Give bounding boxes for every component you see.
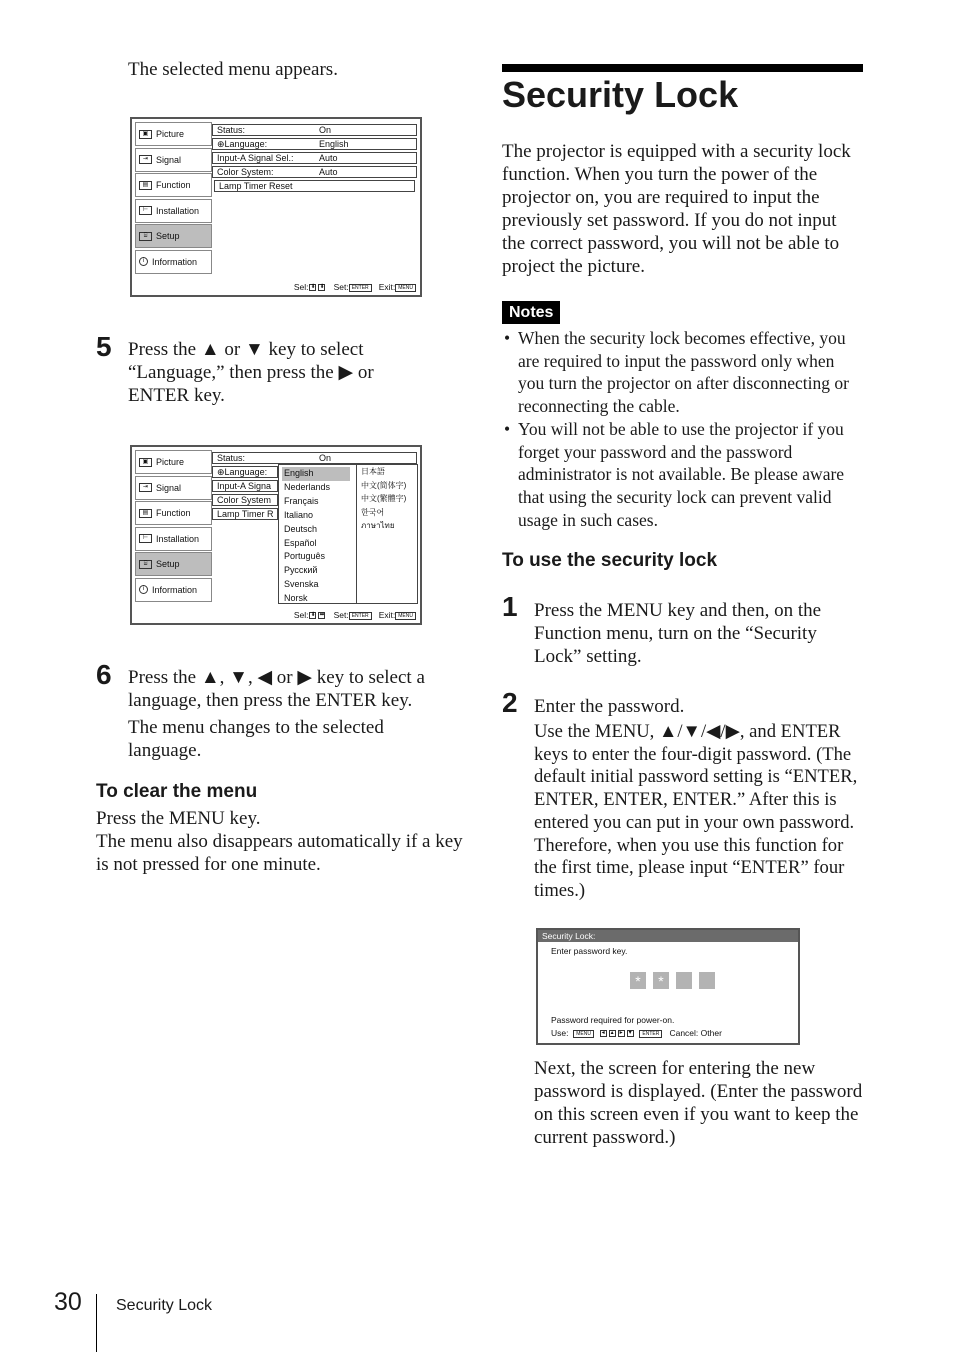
password-digit-box: * [630,972,646,989]
row-input-signal: Input-A Signal Sel.: Auto [212,152,417,164]
menu-key-icon: MENU [395,284,416,292]
menu-item-function: ▤ Function [135,173,212,197]
use-security-heading: To use the security lock [502,550,718,571]
information-icon: i [139,585,148,594]
footer-divider [96,1294,97,1352]
step-2-text: Enter the password. [534,696,685,717]
row-status: Status: On [212,124,417,136]
menu-sidebar [135,122,212,275]
picture-icon: ▣ [139,458,152,467]
menu-item-setup: ⌸ Setup [135,552,212,576]
language-option: Italiano [284,509,314,520]
title-rule [502,64,863,72]
footer-section: Security Lock [116,1297,213,1314]
menu-item-signal: ⇥ Signal [135,148,212,172]
enter-key-icon: ENTER [349,284,372,292]
language-option: Русский [284,565,318,576]
language-option: 中文(简体字) [361,480,407,490]
step-6-text: Press the ▲, ▼, ◀ or ▶ key to select a language, then press the ENTER key. [128,667,425,711]
row-language: ⊕Language: [212,466,278,478]
step-6-note: The menu changes to the selected language. [128,717,384,761]
security-footer: Use: MENU ◂ ▴ ▸ ▾ ENTER Cancel: Other [551,1028,722,1038]
enter-key-icon: ENTER [639,1030,662,1038]
information-icon: i [139,257,148,266]
password-required-text: Password required for power-on. [551,1015,675,1025]
notes-label: Notes [502,301,560,324]
clear-menu-heading: To clear the menu [96,781,258,802]
menu-key-icon: MENU [395,612,416,620]
language-option: Norsk [284,593,308,604]
menu-item-information: i Information [135,578,212,602]
note-item: • You will not be able to use the projector if you forget your password and the password administrator is not available. Be please aware that using the security lock can prevent valid usage in such cases. [504,418,845,530]
setup-menu-screen [130,117,422,297]
note-item: • When the security lock becomes effective, you are required to input the password only when you turn the projector on after disconnecting or reconnecting the cable. [504,328,849,417]
language-list [278,464,418,604]
language-option: Français [284,495,319,506]
password-digit-box [676,972,692,989]
arrows-icon: ⬍ [310,612,316,619]
menu-item-function: ▤ Function [135,501,212,525]
language-option: Português [284,551,326,562]
row-language: ⊕Language: English [212,138,417,150]
language-option: Nederlands [284,481,331,492]
step-1-text: Press the MENU key and then, on the Function menu, turn on the “Security Lock” setting. [534,600,822,667]
picture-icon: ▣ [139,130,152,139]
setup-icon: ⌸ [139,232,152,241]
page-title: Security Lock [502,74,739,115]
menu-item-information: i Information [135,250,212,274]
language-option: Español [284,537,317,548]
language-option: 日本語 [361,467,385,476]
language-option: Svenska [284,579,319,590]
setup-icon: ⌸ [139,560,152,569]
intro-text: The selected menu appears. [128,59,338,80]
language-option: 한국어 [361,507,385,517]
password-digit-box: * [653,972,669,989]
function-icon: ▤ [139,509,152,518]
menu-key-icon: MENU [573,1030,594,1038]
signal-icon: ⇥ [139,155,152,164]
menu-item-picture: ▣ Picture [135,450,212,474]
clear-menu-line-2: The menu also disappears automatically if a key is not pressed for one minute. [96,831,463,875]
step-2-detail: Use the MENU, ▲/▼/◀/▶, and ENTER keys to enter the four-digit password. (The default initial password setting is “ENTER, ENTER, ENTER, ENTER.” After this is entered you can put in your own password. Therefore, when you use this function for the first time, please input “ENTER” four times.) [534,721,858,901]
row-lamp-timer: Lamp Timer Reset [214,180,415,192]
step-2-number: 2 [502,687,518,718]
up-down-icon: ⬍ [310,284,316,291]
language-option: 中文(繁體字) [361,494,407,504]
arrows-icon: ⬌ [319,612,325,619]
step-5-text: Press the ▲ or ▼ key to select “Language,” then press the ▶ or ENTER key. [128,339,374,406]
row-lamp-timer: Lamp Timer R [212,508,278,520]
menu-item-installation: ⊢ Installation [135,527,212,551]
menu-item-picture: ▣ Picture [135,122,212,146]
up-down-icon: ⬍ [319,284,325,291]
language-option: Deutsch [284,523,318,534]
menu-sidebar [135,450,212,603]
language-menu-screen [130,445,422,625]
row-input-signal: Input-A Signa [212,480,278,492]
right-arrow-icon: ▸ [619,1030,623,1037]
signal-icon: ⇥ [139,483,152,492]
menu-footer: Sel: ⬍ ⬍ Set: ENTER Exit: MENU [294,282,416,292]
security-lock-screen [536,928,800,1045]
globe-icon: ⊕ [217,139,225,149]
function-icon: ▤ [139,181,152,190]
language-option: ภาษาไทย [361,521,395,531]
page-number: 30 [54,1288,82,1316]
menu-item-installation: ⊢ Installation [135,199,212,223]
step-1-number: 1 [502,591,518,622]
enter-key-icon: ENTER [349,612,372,620]
left-arrow-icon: ◂ [601,1030,605,1037]
row-color-system: Color System: Auto [212,166,417,178]
security-lock-title: Security Lock: [538,930,798,942]
step-5-number: 5 [96,331,112,362]
installation-icon: ⊢ [139,206,152,215]
globe-icon: ⊕ [217,467,225,477]
password-digit-box [699,972,715,989]
security-intro: The projector is equipped with a security lock function. When you turn the power of the projector on, you are required to input the previously set password. If you do not input the correct password, you will not be able to project the picture. [502,141,851,277]
menu-item-setup: ⌸ Setup [135,224,212,248]
row-status: Status: On [212,452,417,464]
menu-footer: Sel: ⬍ ⬌ Set: ENTER Exit: MENU [294,610,416,620]
clear-menu-line-1: Press the MENU key. [96,808,261,829]
notes-list [502,327,864,531]
after-text: Next, the screen for entering the new password is displayed. (Enter the password on this screen even if you want to keep the current password.) [534,1058,863,1148]
row-color-system: Color System [212,494,278,506]
installation-icon: ⊢ [139,534,152,543]
security-prompt: Enter password key. [551,946,628,956]
menu-item-signal: ⇥ Signal [135,476,212,500]
step-6-number: 6 [96,659,112,690]
down-arrow-icon: ▾ [628,1030,632,1037]
password-boxes [630,972,715,989]
up-arrow-icon: ▴ [610,1030,614,1037]
language-option: English [282,467,350,481]
